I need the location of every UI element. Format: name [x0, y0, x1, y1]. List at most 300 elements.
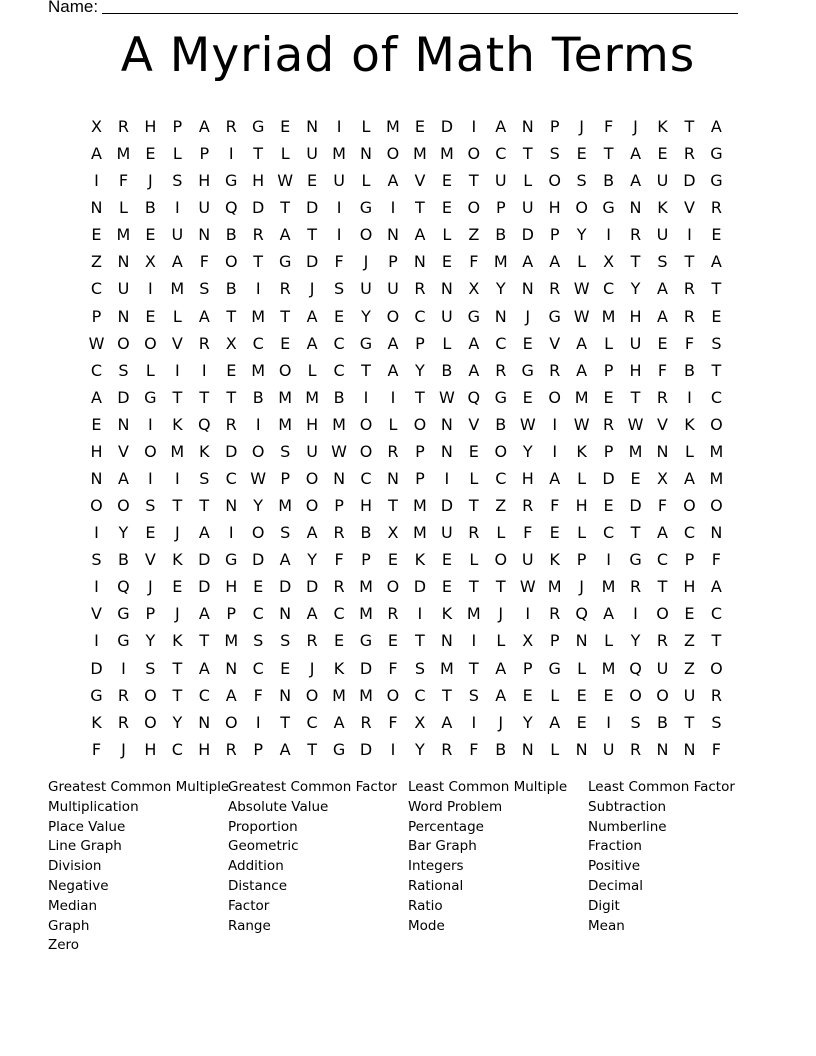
- grid-cell: N: [440, 414, 453, 434]
- grid-cell: D: [305, 577, 319, 597]
- grid-cell: L: [577, 252, 587, 272]
- grid-cell: I: [228, 523, 234, 543]
- grid-cell: P: [388, 252, 398, 272]
- grid-cell: O: [629, 685, 642, 705]
- grid-cell: N: [333, 469, 346, 489]
- grid-cell: L: [361, 171, 371, 191]
- grid-cell: Q: [575, 604, 588, 624]
- grid-cell: C: [333, 604, 345, 624]
- grid-cell: Y: [415, 739, 425, 759]
- grid-cell: E: [522, 387, 533, 407]
- grid-cell: L: [442, 225, 452, 245]
- grid-cell: I: [390, 198, 396, 218]
- grid-cell: C: [603, 279, 615, 299]
- grid-cell: I: [606, 550, 611, 570]
- grid-cell: C: [306, 712, 318, 732]
- grid-cell: W: [519, 577, 536, 597]
- grid-cell: C: [603, 523, 615, 543]
- grid-cell: E: [603, 387, 614, 407]
- grid-cell: Y: [118, 523, 129, 543]
- grid-cell: M: [386, 117, 400, 136]
- grid-cell: L: [361, 117, 371, 136]
- grid-cell: N: [440, 441, 453, 461]
- grid-cell: O: [305, 496, 319, 516]
- grid-cell: R: [629, 739, 642, 759]
- grid-cell: P: [91, 306, 102, 326]
- grid-cell: B: [495, 739, 507, 759]
- grid-cell: I: [390, 387, 396, 407]
- grid-cell: E: [441, 198, 452, 218]
- grid-cell: I: [606, 712, 611, 732]
- word-list-item: Subtraction: [588, 798, 667, 815]
- grid-cell: A: [279, 739, 291, 759]
- grid-cell: S: [414, 658, 425, 678]
- grid-cell: L: [388, 414, 398, 434]
- grid-cell: U: [333, 171, 345, 191]
- grid-cell: X: [603, 252, 615, 272]
- grid-cell: R: [252, 225, 264, 245]
- grid-cell: N: [413, 252, 426, 272]
- grid-cell: X: [414, 712, 426, 732]
- grid-cell: V: [657, 414, 668, 434]
- grid-cell: A: [603, 604, 615, 624]
- grid-cell: S: [253, 631, 264, 651]
- word-list-item: Graph: [48, 917, 90, 934]
- grid-cell: O: [710, 658, 723, 678]
- grid-cell: E: [91, 225, 102, 245]
- grid-cell: E: [603, 496, 614, 516]
- grid-cell: C: [414, 685, 426, 705]
- grid-cell: T: [468, 577, 479, 597]
- grid-cell: R: [117, 117, 129, 136]
- grid-cell: M: [601, 577, 616, 597]
- grid-cell: P: [415, 441, 425, 461]
- grid-cell: V: [468, 414, 480, 434]
- grid-cell: O: [386, 685, 400, 705]
- grid-cell: X: [387, 523, 399, 543]
- grid-cell: O: [305, 685, 319, 705]
- grid-cell: O: [144, 441, 157, 461]
- word-list-item: Word Problem: [408, 798, 503, 815]
- grid-cell: R: [279, 279, 291, 299]
- word-list-item: Distance: [228, 877, 288, 894]
- grid-cell: I: [201, 360, 207, 380]
- grid-cell: M: [359, 685, 373, 705]
- grid-cell: L: [307, 360, 317, 380]
- grid-cell: M: [493, 252, 508, 272]
- grid-cell: I: [255, 414, 261, 434]
- grid-cell: A: [306, 523, 318, 543]
- word-list-item: Zero: [48, 937, 80, 954]
- grid-cell: A: [387, 360, 399, 380]
- grid-cell: G: [90, 685, 103, 705]
- grid-cell: M: [116, 225, 131, 245]
- grid-cell: G: [359, 198, 373, 218]
- grid-cell: E: [441, 171, 452, 191]
- grid-cell: T: [415, 198, 425, 218]
- grid-cell: U: [629, 333, 642, 353]
- grid-cell: F: [91, 739, 102, 759]
- grid-cell: A: [549, 252, 561, 272]
- grid-cell: I: [94, 631, 99, 651]
- grid-cell: Y: [495, 279, 506, 299]
- grid-cell: A: [657, 523, 668, 543]
- grid-cell: T: [253, 252, 264, 272]
- grid-cell: P: [549, 631, 560, 651]
- grid-cell: T: [172, 658, 183, 678]
- grid-cell: O: [251, 523, 265, 543]
- grid-cell: J: [579, 117, 584, 136]
- grid-cell: N: [117, 252, 130, 272]
- grid-cell: C: [252, 333, 264, 353]
- grid-cell: N: [521, 279, 534, 299]
- word-list: [48, 778, 768, 956]
- grid-cell: G: [117, 604, 130, 624]
- grid-cell: C: [252, 604, 264, 624]
- word-list-item: Place Value: [48, 818, 126, 835]
- grid-cell: G: [225, 550, 238, 570]
- grid-cell: I: [255, 712, 261, 732]
- word-list-item: Negative: [48, 877, 109, 894]
- grid-cell: C: [495, 469, 507, 489]
- grid-cell: X: [657, 469, 668, 489]
- grid-cell: L: [280, 144, 290, 164]
- grid-cell: E: [145, 306, 156, 326]
- grid-cell: J: [525, 306, 531, 326]
- grid-cell: C: [171, 739, 183, 759]
- word-list-item: Greatest Common Multiple: [48, 779, 230, 795]
- grid-cell: A: [657, 306, 668, 326]
- grid-cell: S: [280, 523, 291, 543]
- grid-cell: E: [522, 685, 533, 705]
- grid-cell: R: [629, 225, 642, 245]
- grid-cell: F: [657, 360, 668, 380]
- grid-cell: I: [417, 604, 423, 624]
- grid-cell: D: [90, 658, 103, 678]
- grid-cell: T: [172, 685, 183, 705]
- grid-cell: A: [91, 144, 102, 164]
- grid-cell: R: [117, 712, 129, 732]
- grid-cell: G: [467, 306, 481, 326]
- grid-cell: T: [630, 387, 641, 407]
- grid-cell: E: [334, 306, 345, 326]
- grid-cell: S: [172, 171, 183, 191]
- word-list-item: Least Common Factor: [588, 779, 735, 795]
- grid-cell: N: [279, 604, 292, 624]
- grid-cell: M: [224, 631, 239, 651]
- grid-cell: M: [439, 144, 454, 164]
- grid-cell: N: [521, 117, 534, 136]
- grid-cell: K: [172, 414, 183, 434]
- word-list-item: Range: [228, 917, 271, 934]
- grid-cell: R: [225, 739, 237, 759]
- grid-cell: S: [549, 144, 560, 164]
- grid-cell: Y: [145, 631, 156, 651]
- grid-cell: N: [494, 306, 507, 326]
- grid-cell: J: [363, 252, 369, 272]
- grid-cell: R: [603, 414, 615, 434]
- grid-cell: C: [495, 333, 507, 353]
- grid-cell: A: [198, 604, 210, 624]
- grid-cell: X: [225, 333, 237, 353]
- grid-cell: L: [604, 631, 614, 651]
- grid-cell: W: [519, 414, 536, 434]
- grid-cell: Y: [415, 360, 425, 380]
- grid-cell: I: [471, 712, 477, 732]
- grid-cell: A: [279, 550, 291, 570]
- grid-cell: T: [415, 631, 425, 651]
- grid-cell: I: [336, 198, 342, 218]
- grid-cell: R: [225, 117, 237, 136]
- word-list-item: Rational: [408, 877, 464, 894]
- grid-cell: G: [144, 387, 157, 407]
- grid-cell: S: [657, 252, 668, 272]
- grid-cell: U: [683, 685, 696, 705]
- grid-cell: F: [388, 658, 398, 678]
- grid-cell: M: [251, 306, 266, 326]
- grid-cell: L: [577, 469, 587, 489]
- grid-cell: C: [90, 360, 103, 380]
- grid-cell: A: [306, 306, 318, 326]
- grid-cell: A: [495, 658, 507, 678]
- grid-cell: U: [306, 441, 318, 461]
- grid-cell: C: [710, 604, 722, 624]
- grid-cell: N: [117, 306, 130, 326]
- grid-cell: G: [629, 550, 642, 570]
- grid-cell: I: [444, 469, 450, 489]
- word-list-item: Greatest Common Factor: [228, 779, 397, 795]
- grid-cell: F: [657, 496, 668, 516]
- grid-cell: O: [413, 414, 427, 434]
- grid-cell: A: [198, 523, 210, 543]
- grid-cell: U: [306, 144, 318, 164]
- grid-cell: J: [633, 117, 638, 136]
- grid-cell: P: [253, 739, 264, 759]
- grid-cell: O: [144, 712, 157, 732]
- grid-cell: R: [387, 441, 399, 461]
- grid-cell: J: [148, 577, 153, 597]
- grid-cell: G: [521, 360, 534, 380]
- word-list-item: Integers: [408, 858, 464, 875]
- grid-cell: S: [118, 360, 129, 380]
- grid-cell: M: [413, 523, 427, 543]
- grid-cell: C: [225, 469, 237, 489]
- grid-cell: F: [469, 739, 479, 759]
- grid-cell: E: [145, 523, 156, 543]
- grid-cell: O: [144, 333, 157, 353]
- grid-cell: I: [633, 604, 638, 624]
- grid-cell: O: [386, 306, 400, 326]
- grid-cell: N: [710, 523, 723, 543]
- grid-cell: D: [305, 198, 319, 218]
- grid-cell: O: [144, 685, 157, 705]
- grid-cell: E: [576, 144, 587, 164]
- grid-cell: D: [683, 171, 696, 191]
- grid-cell: D: [252, 198, 265, 218]
- grid-cell: T: [226, 306, 237, 326]
- grid-cell: A: [198, 658, 210, 678]
- grid-cell: Y: [630, 279, 641, 299]
- grid-cell: Z: [683, 658, 695, 678]
- grid-cell: V: [91, 604, 102, 624]
- grid-cell: E: [711, 225, 722, 245]
- grid-cell: U: [656, 225, 669, 245]
- grid-cell: U: [360, 279, 372, 299]
- grid-cell: L: [496, 523, 506, 543]
- grid-cell: P: [334, 496, 344, 516]
- grid-cell: G: [602, 198, 615, 218]
- grid-cell: A: [333, 712, 345, 732]
- grid-cell: E: [307, 171, 318, 191]
- grid-cell: U: [521, 550, 534, 570]
- grid-cell: O: [710, 414, 723, 434]
- grid-cell: L: [577, 523, 587, 543]
- grid-cell: J: [498, 712, 504, 732]
- grid-cell: Q: [197, 414, 211, 434]
- grid-cell: E: [657, 144, 668, 164]
- grid-cell: A: [630, 171, 642, 191]
- grid-cell: F: [253, 685, 263, 705]
- grid-cell: O: [251, 441, 265, 461]
- grid-cell: A: [576, 333, 588, 353]
- grid-cell: D: [359, 658, 373, 678]
- grid-cell: E: [630, 469, 641, 489]
- grid-cell: K: [414, 550, 426, 570]
- word-list-item: Least Common Multiple: [408, 779, 568, 795]
- grid-cell: U: [602, 739, 615, 759]
- grid-cell: E: [280, 117, 291, 136]
- grid-cell: L: [145, 360, 155, 380]
- grid-cell: C: [683, 523, 696, 543]
- grid-cell: A: [549, 712, 561, 732]
- grid-cell: M: [413, 496, 427, 516]
- grid-cell: O: [467, 198, 481, 218]
- grid-cell: P: [415, 333, 425, 353]
- grid-cell: V: [171, 333, 183, 353]
- grid-cell: B: [495, 414, 507, 434]
- grid-cell: A: [522, 252, 534, 272]
- word-list-item: Addition: [228, 858, 284, 875]
- grid-cell: M: [332, 144, 346, 164]
- grid-cell: I: [687, 387, 692, 407]
- grid-cell: E: [280, 333, 291, 353]
- grid-cell: K: [333, 658, 345, 678]
- grid-cell: S: [280, 631, 291, 651]
- grid-cell: R: [656, 631, 669, 651]
- grid-cell: C: [414, 306, 426, 326]
- grid-cell: F: [603, 117, 614, 136]
- grid-cell: G: [251, 117, 265, 136]
- grid-cell: U: [117, 279, 130, 299]
- grid-cell: T: [199, 387, 210, 407]
- grid-cell: T: [172, 387, 183, 407]
- grid-cell: A: [710, 252, 722, 272]
- grid-cell: I: [228, 144, 234, 164]
- grid-cell: A: [549, 469, 561, 489]
- grid-cell: W: [250, 469, 267, 489]
- grid-cell: N: [629, 198, 642, 218]
- word-list-item: Division: [48, 858, 102, 875]
- grid-cell: N: [386, 225, 399, 245]
- grid-cell: T: [307, 225, 317, 245]
- grid-cell: I: [471, 117, 477, 136]
- grid-cell: I: [94, 523, 99, 543]
- grid-cell: Q: [629, 658, 642, 678]
- grid-cell: I: [336, 117, 342, 136]
- grid-cell: L: [577, 658, 587, 678]
- grid-cell: R: [549, 360, 561, 380]
- grid-cell: E: [657, 333, 668, 353]
- grid-cell: J: [309, 279, 315, 299]
- grid-cell: H: [144, 739, 157, 759]
- grid-cell: M: [628, 441, 643, 461]
- grid-cell: L: [172, 144, 182, 164]
- grid-cell: N: [117, 414, 130, 434]
- grid-cell: A: [91, 387, 102, 407]
- word-list-item: Positive: [588, 858, 641, 875]
- grid-cell: H: [683, 577, 696, 597]
- grid-cell: I: [606, 225, 611, 245]
- grid-cell: G: [494, 387, 507, 407]
- grid-cell: R: [683, 306, 695, 326]
- grid-cell: U: [656, 171, 669, 191]
- grid-cell: I: [390, 739, 396, 759]
- grid-cell: F: [199, 252, 209, 272]
- grid-cell: P: [361, 550, 371, 570]
- grid-cell: A: [198, 306, 210, 326]
- word-list-item: Factor: [228, 897, 270, 914]
- grid-cell: C: [656, 550, 669, 570]
- grid-cell: F: [334, 252, 344, 272]
- grid-cell: P: [576, 550, 587, 570]
- grid-cell: T: [388, 496, 398, 516]
- grid-cell: N: [360, 144, 372, 164]
- grid-cell: C: [360, 469, 372, 489]
- grid-cell: Y: [253, 496, 264, 516]
- grid-cell: O: [305, 469, 319, 489]
- grid-cell: S: [145, 658, 156, 678]
- word-list-item: Multiplication: [48, 798, 139, 815]
- grid-cell: O: [683, 496, 696, 516]
- grid-cell: H: [252, 171, 265, 191]
- grid-cell: R: [549, 279, 561, 299]
- grid-cell: X: [144, 252, 156, 272]
- grid-cell: F: [711, 550, 721, 570]
- grid-cell: P: [145, 604, 156, 624]
- grid-cell: W: [88, 333, 105, 353]
- word-list-item: Mode: [408, 917, 445, 934]
- grid-cell: D: [413, 577, 427, 597]
- grid-cell: W: [277, 171, 294, 191]
- grid-cell: D: [252, 550, 265, 570]
- grid-cell: G: [332, 739, 346, 759]
- grid-cell: R: [225, 414, 237, 434]
- grid-cell: D: [278, 577, 292, 597]
- grid-cell: R: [656, 387, 669, 407]
- grid-cell: G: [710, 144, 723, 164]
- grid-cell: M: [332, 685, 346, 705]
- grid-cell: T: [280, 306, 291, 326]
- grid-cell: M: [709, 469, 724, 489]
- grid-cell: P: [684, 550, 695, 570]
- grid-cell: U: [521, 198, 534, 218]
- grid-cell: F: [550, 496, 560, 516]
- grid-cell: P: [199, 144, 210, 164]
- grid-cell: M: [305, 387, 319, 407]
- grid-cell: D: [198, 550, 211, 570]
- grid-cell: A: [414, 225, 426, 245]
- grid-cell: A: [495, 685, 507, 705]
